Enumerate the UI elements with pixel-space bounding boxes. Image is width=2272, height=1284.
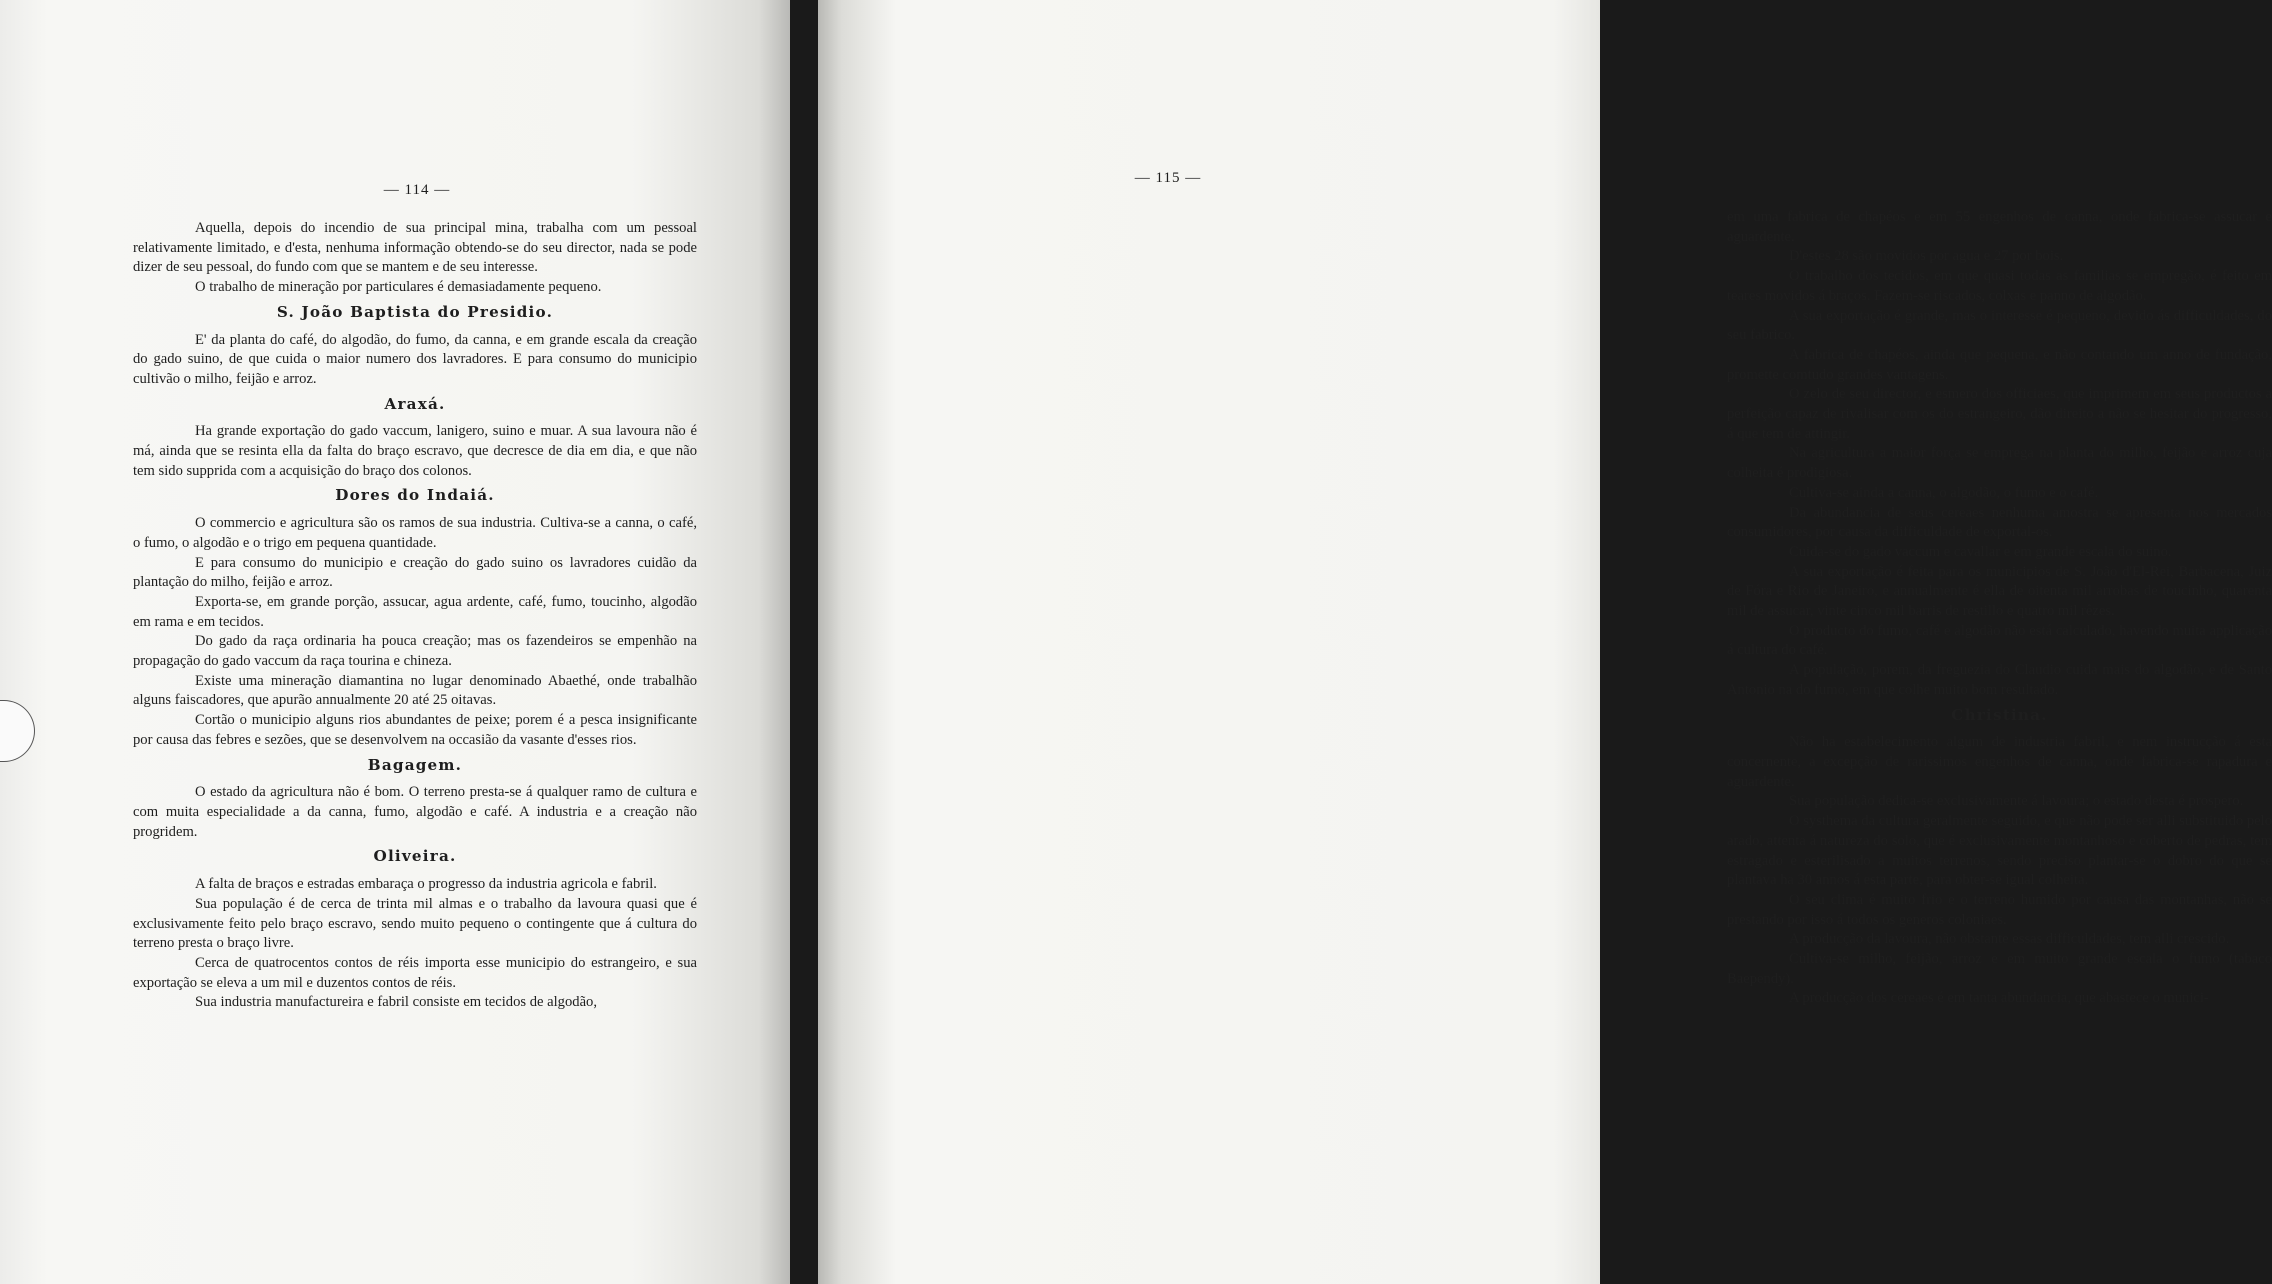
section-heading: Bagagem. xyxy=(367,755,463,774)
section-heading: Oliveira. xyxy=(373,847,457,866)
paragraph: A producção da lavoura, não obstante essas difficuldades, tem alli crescido. xyxy=(1789,931,2230,948)
section-heading: Araxá. xyxy=(384,394,446,413)
paragraph: O systhema da cultura geralmente seguido, e que não pode ser alli substituido pelo arado, attenta á natureza do solo, que é exclusivamente montanhoso e coberto de pedras, tem estragado e esterilisado a muitos terrenos, sendo preciso plantar-se o dobro do que se plantava ha 30 annos á esta parte, para obter-se igual colheita. xyxy=(1727,813,2272,889)
paragraph: Cerca de quatrocentos contos de réis importa esse municipio do estrangeiro, e sua exportação se eleva a um mil e duzentos contos de réis. xyxy=(133,954,697,991)
section-heading: Christina. xyxy=(1951,705,2048,724)
paragraph: Na agricultura a maior força se emprega na planta do milho, feijão e arroz cuja colheita é prodigiosa. xyxy=(1727,445,2272,482)
paragraph: O estado da agricultura não é bom. O terreno presta-se á qualquer ramo de cultura e com muita especialidade a da canna, fumo, algodão e café. A industria e a creação não progridem. xyxy=(133,784,697,840)
page-edge-tab xyxy=(0,700,35,762)
right-text-column xyxy=(1727,208,2272,1009)
paragraph: Não ha estabelecimento algum de industria fabril, e nem instrucção á esta concernente, a excepção de rarissimos engenhos de canna, onde fabrica-se rapadura e aguardente. xyxy=(1727,734,2272,790)
paragraph: A sua exportação é feita para os municipios de S. João d'El-Rei, Barbacena, Juiz de Fóra e Rio de Janeiro, e annualmente é ella de oitenta mil arrobas de toucinho, quarenta mil de assucar, vinte cinco mil barris de restillo e quatro mil rêzes. xyxy=(1727,563,2272,620)
paragraph: Do gado da raça ordinaria ha pouca creação; mas os fazendeiros se empenhão na propagação do gado vaccum da raça tourina e chineza. xyxy=(133,633,697,670)
paragraph: A producção dos cereaes é em tanta abundancia, que abastece o munici- xyxy=(1789,990,2209,1007)
paragraph: Cuida-se do gado vaccum e cavallar e em grande escala do suino. xyxy=(1789,543,2172,560)
paragraph: Cultiva-se milho, feijão, arroz e em muito grande escala o fumo (tabaco Baependy). xyxy=(1727,951,2272,987)
paragraph: Cultiva-se ainda a canna, o algodão, o fumo e o café. xyxy=(1789,484,2099,501)
left-text-column xyxy=(133,219,697,1013)
paragraph: A fabrica de chapéos, ainda que pequena, e não contando um anno de fundação, promette comtudo grandes vantagens. xyxy=(1727,346,2272,383)
paragraph: A população, porem, da freguezia do Claudio cuida mais do algodão, e de Santo Antonio na do fumo, em que colhe muito bom resultado. xyxy=(1727,662,2272,698)
section-heading: Dores do Indaiá. xyxy=(335,486,495,505)
paragraph: O trabalho de mineração por particulares é demasiadamente pequeno. xyxy=(195,279,602,296)
paragraph: O commercio e agricultura são os ramos de sua industria. Cultiva-se a canna, o café, o fumo, o algodão e o trigo em pequena quantidade. xyxy=(133,515,697,551)
paragraph: A falta de braços e estradas embaraça o progresso da industria agricola e fabril. xyxy=(195,876,657,893)
page-number-left: — 114 — xyxy=(383,182,451,198)
paragraph: Cortão o municipio alguns rios abundantes de peixe; porem é a pesca insignificante por causa das febres e sezões, que se desenvolvem na occasião da vasante d'esses rios. xyxy=(133,712,697,748)
page-number-right: — 115 — xyxy=(1134,170,1202,186)
left-page xyxy=(0,0,790,1284)
paragraph: Sua industria manufactureira e fabril consiste em tecidos de algodão, xyxy=(195,994,597,1011)
paragraph: Exporta-se, em grande porção, assucar, agua ardente, café, fumo, toucinho, algodão em rama e em tecidos. xyxy=(133,593,697,630)
section-heading: S. João Baptista do Presidio. xyxy=(276,302,554,321)
paragraph: O trabalho dos tecidos, em que quasi todas as familias se empregão, é feito em teares movidos á braços. Fazem-se riscados, colxas e panno de algodão. xyxy=(1727,268,2272,304)
paragraph: O zelo de seu director, e esmero dos officiaes, que imprimem em seus productos a perfeição capaz de rivalisar com os do estrangeiro, dão direito a não se hesitar do progresso, á que tem de attingir. xyxy=(1727,386,2272,442)
paragraph: A sua exportação é grande, mas o interesse é pequeno, devido ás difficuldades, do seu fabrico. xyxy=(1727,307,2272,344)
paragraph: Ha grande exportação do gado vaccum, lanigero, suino e muar. A sua lavoura não é má, ainda que se resinta ella da falta do braço escravo, que decresce de dia em dia, e que não tem sido supprida com a acquisição do braço dos colonos. xyxy=(133,423,697,479)
paragraph: Sua população dedica-se exclusivamente á lavoura; o estado desta é prospero. xyxy=(1789,793,2244,810)
paragraph: em uma fabrica de chapéos e em 55 engenhos de canna, onde fabrica-se assucar e aguardente. xyxy=(1727,209,2272,245)
right-page xyxy=(818,0,2272,1284)
paragraph: O producto do fumo, café e algodão não está calculado, havendo muita applicação á cultura do café. xyxy=(1727,622,2272,659)
paragraph: D'estes 28 são movidos por agua e 27 por bois. xyxy=(1789,248,2064,265)
paragraph: E para consumo do municipio e creação do gado suino os lavradores cuidão da plantação do milho, feijão e arroz. xyxy=(133,554,697,591)
paragraph: Aquella, depois do incendio de sua principal mina, trabalha com um pessoal relativamente limitado, e d'esta, nenhuma informação obtendo-se do seu director, nada se pode dizer de seu pessoal, do fundo com que se mantem e de seu interesse. xyxy=(133,220,697,276)
paragraph: Da abundancia de seus cereaes nenhuma amostra se apresenta nos mercados consumidores, por causa da difficuldade de exportal-os. xyxy=(1727,504,2272,541)
paragraph: Sua população é de cerca de trinta mil almas e o trabalho da lavoura quasi que é exclusivamente feito pelo braço escravo, sendo muito pequeno o contingente que á cultura do terreno presta o braço livre. xyxy=(133,895,697,952)
paragraph: Existe uma mineração diamantina no lugar denominado Abaethé, onde trabalhão alguns faiscadores, que apurão annualmente 20 até 25 oitavas. xyxy=(133,672,697,709)
paragraph: O seu clima é muito frio e o terreno humido por causa das montanhas, não se prestando por isso á todos os generos coloniaes. xyxy=(1727,891,2272,928)
paragraph: E' da planta do café, do algodão, do fumo, da canna, e em grande escala da creação do gado suino, de que cuida o maior numero dos lavradores. E para consumo do municipio cultivão o milho, feijão e arroz. xyxy=(133,331,697,387)
